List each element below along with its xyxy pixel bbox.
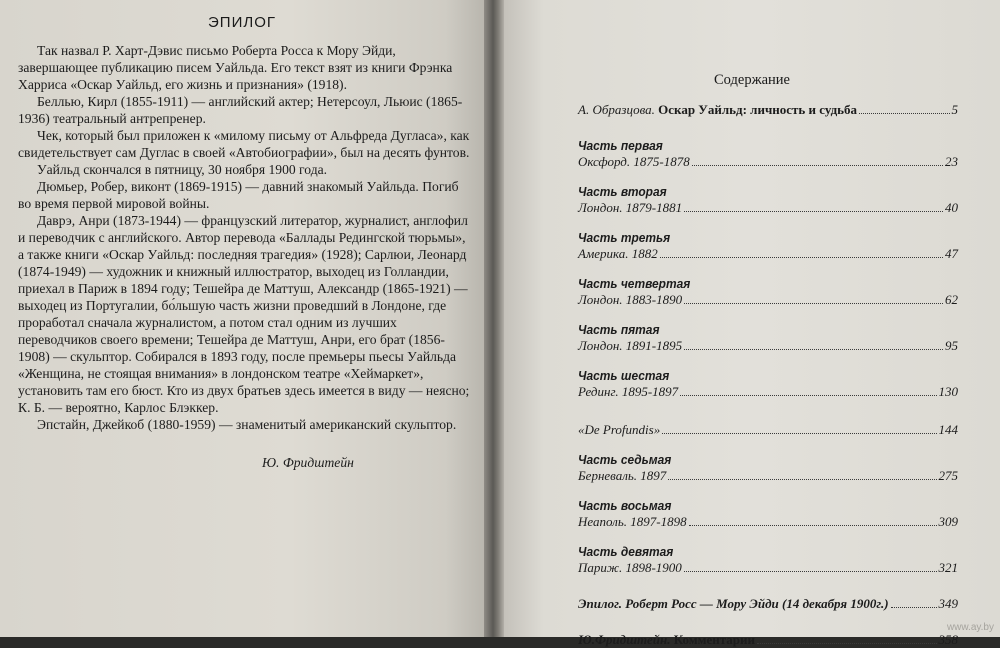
toc-label [578, 384, 678, 400]
table-of-contents [578, 102, 958, 648]
toc-part-heading: Часть восьмая [578, 498, 672, 513]
toc-leader-dots [680, 395, 936, 396]
note-paragraph: Даврэ, Анри (1873-1944) — французский литератор, журналист, англофил и переводчик с английского. Автор перевода «Баллады Редингской тюрьмы», а также книги «Оскар Уайльд: последняя трагедия» (1928); Сарлюи, Леонард (1874-1949) — художник и книжный иллюстратор, выходец из Голландии, приехал в Париж в 1894 году; Тешейра де Маттуш, Александр (1865-1921) — выходец из Португалии, бо́льшую часть жизни проведший в Лондоне, где проработал сначала журналистом, а потом стал одним из лучших переводчиков своего времени; Тешейра де Маттуш, Анри, его брат (1856-1908) — скульптор. Собирался в 1893 году, после премьеры пьесы Уайльда «Женщина, не стоящая внимания» в лондонском театре «Хеймаркет», установить там его бюст. Кто из двух братьев здесь имеется в виду — неясно; К. Б. — вероятно, Карлос Блэккер. [18, 213, 470, 415]
toc-line [578, 154, 958, 170]
toc-label [578, 468, 666, 484]
toc-page-number: 40 [945, 200, 958, 215]
toc-title-text: Лондон. 1883-1890 [578, 292, 683, 307]
toc-part-heading: Часть девятая [578, 544, 674, 559]
toc-label [578, 338, 682, 354]
toc-author: Ю.Фридштейн. [578, 632, 674, 647]
toc-title-text: Лондон. 1891-1895 [578, 338, 683, 353]
toc-line [578, 292, 958, 308]
toc-page-number: 358 [938, 632, 958, 647]
toc-leader-dots [692, 165, 943, 166]
toc-line [578, 422, 958, 438]
toc-leader-dots [668, 479, 936, 480]
toc-entry [578, 544, 958, 576]
toc-page-number: 349 [938, 596, 958, 611]
toc-title-text: Роберт Росс — Мору Эйди (14 декабря 1900г.) [625, 596, 889, 611]
toc-leader-dots [689, 525, 937, 526]
toc-label [578, 200, 682, 216]
book-gutter [484, 0, 504, 637]
toc-entry [578, 102, 958, 118]
toc-line [578, 514, 958, 530]
toc-label [578, 560, 682, 576]
toc-line [578, 468, 958, 484]
toc-line [578, 560, 958, 576]
toc-page-number: 144 [938, 422, 958, 437]
toc-title-text: Лондон. 1879-1881 [578, 200, 683, 215]
toc-title-text: Комментарии [673, 632, 755, 647]
toc-entry [578, 596, 958, 612]
toc-entry [578, 422, 958, 438]
epilogue-title: ЭПИЛОГ [208, 14, 276, 31]
toc-part-heading: Часть седьмая [578, 452, 672, 467]
note-paragraph: Беллью, Кирл (1855-1911) — английский актер; Нетерсоул, Льюис (1865-1936) театральный антрепренер. [18, 94, 463, 126]
toc-entry [578, 632, 958, 648]
toc-leader-dots [684, 349, 943, 350]
toc-line [578, 102, 958, 118]
note-paragraph: Эпстайн, Джейкоб (1880-1959) — знаменитый американский скульптор. [37, 417, 457, 432]
toc-author: А. Образцова. [578, 102, 659, 117]
toc-label [578, 154, 690, 170]
toc-entry [578, 276, 958, 308]
toc-line [578, 596, 958, 612]
toc-title-text: Оксфорд. 1875-1878 [578, 154, 690, 169]
toc-page-number: 321 [938, 560, 958, 575]
toc-title-text: Оскар Уайльд: личность и судьба [658, 102, 858, 117]
toc-leader-dots [684, 303, 943, 304]
toc-page-number: 47 [945, 246, 958, 261]
toc-title-text: Рединг. 1895-1897 [578, 384, 679, 399]
contents-title: Содержание [714, 72, 790, 88]
toc-leader-dots [891, 607, 937, 608]
toc-part-heading: Часть пятая [578, 322, 660, 337]
toc-label [578, 422, 660, 438]
toc-title-text: Неаполь. 1897-1898 [578, 514, 687, 529]
toc-entry [578, 498, 958, 530]
note-paragraph: Так назвал Р. Харт-Дэвис письмо Роберта Росса к Мору Эйди, завершающее публикацию писем Уайльда. Его текст взят из книги Фрэнка Харриса «Оскар Уайльд, его жизнь и признания» (1918). [18, 43, 453, 92]
toc-title-text: Париж. 1898-1900 [578, 560, 682, 575]
toc-author: Эпилог. [578, 596, 626, 611]
toc-part-heading: Часть шестая [578, 368, 670, 383]
toc-label [578, 514, 687, 530]
toc-page-number: 275 [938, 468, 958, 483]
toc-page-number: 95 [945, 338, 958, 353]
toc-page-number: 62 [945, 292, 958, 307]
toc-part-heading: Часть третья [578, 230, 671, 245]
toc-entry [578, 452, 958, 484]
toc-title-text: Америка. 1882 [578, 246, 658, 261]
toc-label [578, 632, 755, 648]
toc-entry [578, 184, 958, 216]
signature: Ю. Фридштейн [262, 455, 354, 470]
toc-label [578, 596, 889, 612]
toc-leader-dots [757, 643, 937, 644]
toc-entry [578, 230, 958, 262]
toc-page-number: 5 [951, 102, 958, 117]
toc-page-number: 309 [938, 514, 958, 529]
epilogue-notes [18, 42, 470, 433]
toc-part-heading: Часть первая [578, 138, 663, 153]
toc-title-text: Берневаль. 1897 [578, 468, 667, 483]
toc-part-heading: Часть четвертая [578, 276, 691, 291]
toc-title-text: «De Profundis» [578, 422, 661, 437]
toc-line [578, 632, 958, 648]
toc-leader-dots [859, 113, 949, 114]
toc-leader-dots [684, 211, 943, 212]
toc-line [578, 384, 958, 400]
toc-label [578, 246, 658, 262]
toc-label [578, 102, 857, 118]
toc-leader-dots [684, 571, 937, 572]
note-paragraph: Дюмьер, Робер, виконт (1869-1915) — давний знакомый Уайльда. Погиб во время первой мировой войны. [18, 179, 459, 211]
toc-entry [578, 138, 958, 170]
toc-leader-dots [660, 257, 943, 258]
toc-entry [578, 322, 958, 354]
note-paragraph: Уайльд скончался в пятницу, 30 ноября 1900 года. [37, 162, 328, 177]
toc-label [578, 292, 682, 308]
note-paragraph: Чек, который был приложен к «милому письму от Альфреда Дугласа», как свидетельствует сам Дуглас в своей «Автобиографии», был на десять фунтов. [18, 128, 470, 160]
toc-leader-dots [662, 433, 936, 434]
watermark: www.ay.by [946, 622, 994, 633]
toc-page-number: 23 [945, 154, 958, 169]
toc-page-number: 130 [938, 384, 958, 399]
toc-part-heading: Часть вторая [578, 184, 667, 199]
toc-line [578, 246, 958, 262]
toc-entry [578, 368, 958, 400]
toc-line [578, 200, 958, 216]
toc-line [578, 338, 958, 354]
